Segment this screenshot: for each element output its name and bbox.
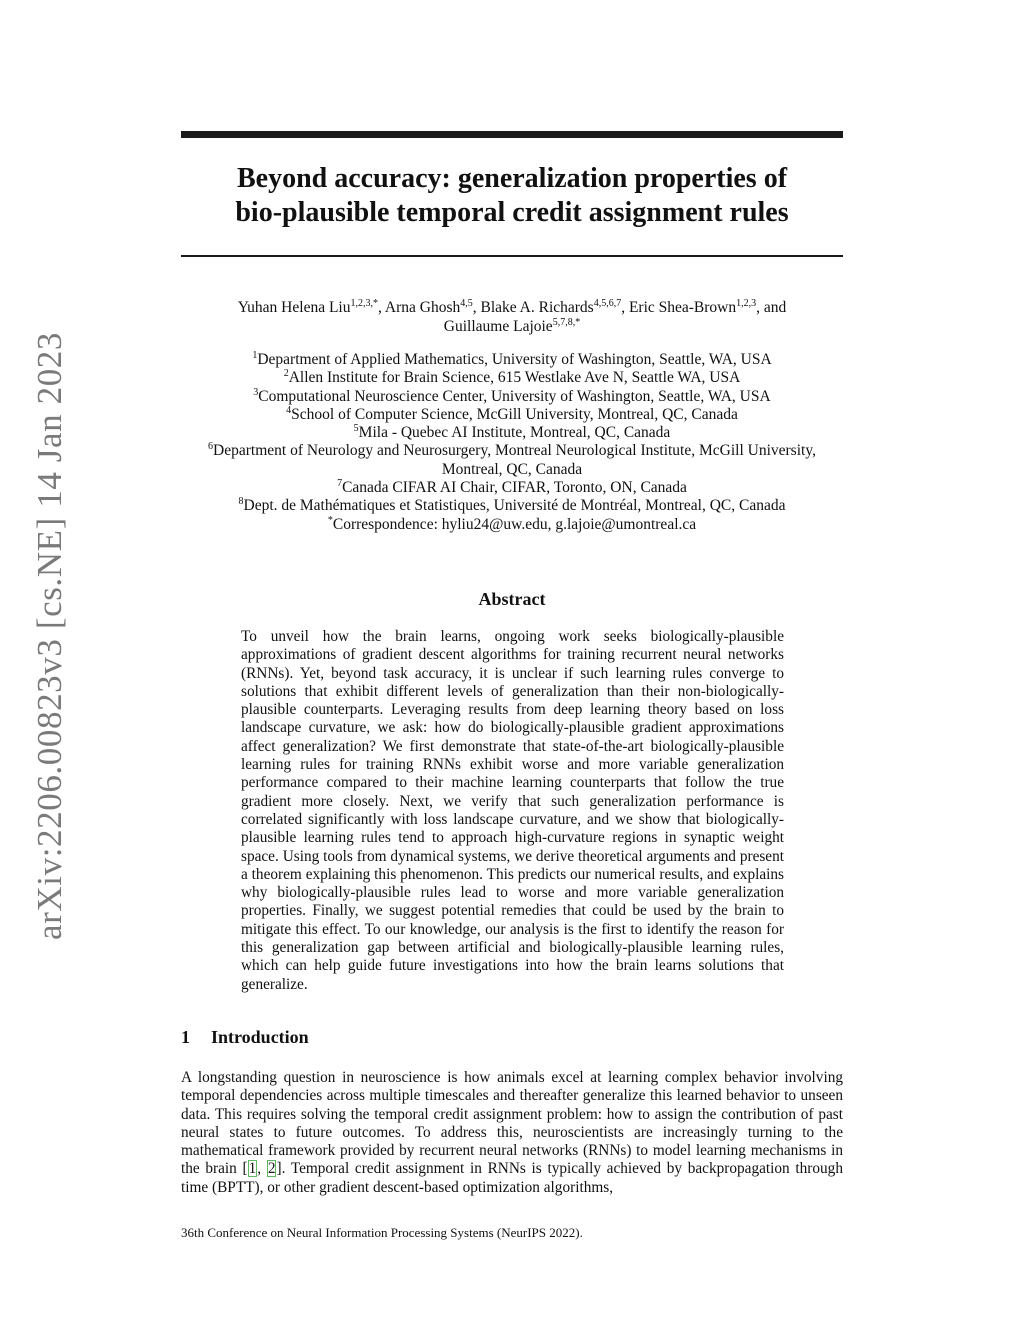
author-name: Eric Shea-Brown (628, 299, 737, 316)
citation-link-1[interactable]: 1 (248, 1160, 257, 1178)
affiliation-6: $^6$Department of Neurology and Neurosurgery, Montreal Neurological Institute, McGill University, (208, 441, 816, 460)
conference-footer: 36th Conference on Neural Information Processing Systems (NeurIPS 2022). (181, 1225, 583, 1240)
author-affil-sup: 4,5,6,7 (593, 297, 622, 309)
affiliation-6-cont: Montreal, QC, Canada (441, 460, 583, 478)
author-name: Arna Ghosh (384, 299, 461, 316)
author-affil-sup: 1,2,3,* (350, 297, 378, 309)
title-line-2: bio-plausible temporal credit assignment rules (235, 197, 789, 228)
title-line-1: Beyond accuracy: generalization properties of (236, 163, 788, 194)
author-list: Yuhan Helena Liu$^{1,2,3,*}$, Arna Ghosh$^{4,5}$, Blake A. Richards$^{4,5,6,7}$, Eric Shea-Brown$^{1,2,3}$, and Guillaume Lajoie$^{5,7,8,*}$ (237, 297, 787, 335)
affiliation-5: $^5$Mila - Quebec AI Institute, Montreal, QC, Canada (353, 423, 671, 442)
author-affil-sup: 4,5 (460, 297, 473, 309)
section-title: Introduction (211, 1027, 309, 1047)
introduction-text: A longstanding question in neuroscience is how animals excel at learning complex behavior involving temporal dependencies across multiple timescales and thereafter generalize this learned behavior to unseen data. This requires solving the temporal credit assignment problem: how to assign the contribution of past neural states to future outcomes. To address this, neuroscientists are increasingly turning to the mathematical framework provided by recurrent neural networks (RNNs) to model learning mechanisms in the brain [1, 2]. Temporal credit assignment in RNNs is typically achieved by backpropagation through time (BPTT), or other gradient descent-based optimization algorithms, (181, 1069, 843, 1196)
affiliation-3: $^3$Computational Neuroscience Center, University of Washington, Seattle, WA, USA (253, 386, 771, 405)
affiliation-7: $^7$Canada CIFAR AI Chair, CIFAR, Toronto, ON, Canada (337, 477, 687, 497)
author-name: Guillaume Lajoie (443, 318, 553, 335)
title-rule-top (181, 131, 843, 138)
section-number: 1 (181, 1027, 190, 1047)
author-affil-sup: 5,7,8,* (552, 316, 581, 328)
affiliation-8: $^8$Dept. de Mathématiques et Statistiques, Université de Montréal, Montreal, QC, Canada (238, 496, 786, 515)
title-rule-bottom (181, 255, 843, 257)
citation-link-2[interactable]: 2 (267, 1160, 276, 1178)
section-heading-introduction (181, 1027, 843, 1048)
affiliation-2: $^2$Allen Institute for Brain Science, 615 Westlake Ave N, Seattle WA, USA (283, 368, 741, 387)
affiliation-list (181, 351, 843, 534)
author-name: Yuhan Helena Liu (237, 299, 351, 316)
arxiv-stamp: arXiv:2206.00823v3 [cs.NE] 14 Jan 2023 (30, 332, 69, 940)
affiliation-1: $^1$Department of Applied Mathematics, University of Washington, Seattle, WA, USA (252, 349, 772, 368)
abstract-heading: Abstract (478, 589, 546, 609)
correspondence: *Correspondence: hyliu24@uw.edu, g.lajoie@umontreal.ca (327, 514, 697, 533)
author-name: Blake A. Richards (480, 299, 594, 316)
paper-title (181, 162, 843, 230)
abstract-text: To unveil how the brain learns, ongoing work seeks biologically-plausible approximations of gradient descent algorithms for training recurrent neural networks (RNNs). Yet, beyond task accuracy, it is unclear if such learning rules converge to solutions that exhibit different levels of generalization than their non-biologically-plausible counterparts. Leveraging results from deep learning theory based on loss landscape curvature, we ask: how do biologically-plausible gradient approximations affect generalization? We first demonstrate that state-of-the-art biologically-plausible learning rules for training RNNs exhibit worse and more variable generalization performance compared to their machine learning counterparts that follow the true gradient more closely. Next, we verify that such generalization performance is correlated significantly with loss landscape curvature, and we show that biologically-plausible learning rules tend to approach high-curvature regions in synaptic weight space. Using tools from dynamical systems, we derive theoretical arguments and present a theorem explaining this phenomenon. This predicts our numerical results, and explains why biologically-plausible rules lead to worse and more variable generalization properties. Finally, we suggest potential remedies that could be used by the brain to mitigate this effect. To our knowledge, our analysis is the first to identify the reason for this generalization gap between artificial and biologically-plausible learning rules, which can help guide future investigations into how the brain learns solutions that generalize. (241, 628, 784, 993)
author-affil-sup: 1,2,3 (736, 297, 757, 309)
affiliation-4: $^4$School of Computer Science, McGill University, Montreal, QC, Canada (286, 404, 738, 423)
